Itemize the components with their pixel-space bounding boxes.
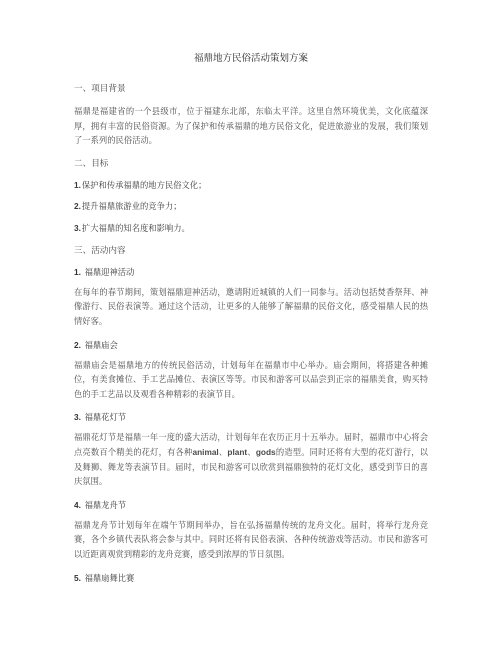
activity-title bbox=[74, 499, 428, 511]
activity-body-text: 的造型。同时还将有大型的花灯游行，以及舞狮、舞龙等表演节目。届时，市民和游客可以欣赏到福鼎独特的花灯文化，感受到节日的喜庆氛围。 bbox=[74, 446, 428, 487]
activity-title bbox=[74, 339, 428, 351]
activity-body bbox=[74, 430, 428, 488]
section-body-background: 福鼎是福建省的一个县级市，位于福建东北部，东临太平洋。这里自然环境优美，文化底蕴深厚，拥有丰富的民俗资源。为了保护和传承福鼎的地方民俗文化，促进旅游业的发展，我们策划了一系列的民俗活动。 bbox=[74, 106, 428, 146]
goal-text: 提升福鼎旅游业的竞争力； bbox=[81, 201, 182, 212]
activity-number: 5. bbox=[74, 572, 81, 583]
activity-number: 3. bbox=[74, 412, 81, 423]
goal-item bbox=[74, 200, 428, 212]
activity-number: 4. bbox=[74, 499, 81, 510]
activity-title-text: 福鼎迎神活动 bbox=[84, 266, 135, 277]
activity-body: 福鼎庙会是福鼎地方的传统民俗活动，计划每年在福鼎市中心举办。庙会期间，将搭建各种摊位，有美食摊位、手工艺品摊位、表演区等等。市民和游客可以品尝到正宗的福鼎美食，购买特色的手工艺品以及观看各种精彩的表演节目。 bbox=[74, 359, 428, 399]
activity-number: 2. bbox=[74, 339, 81, 350]
activity-body-latin: animal bbox=[192, 446, 219, 457]
document-title: 福鼎地方民俗活动策划方案 bbox=[193, 53, 308, 64]
goal-text: 扩大福鼎的知名度和影响力。 bbox=[81, 222, 190, 233]
goal-number: 2. bbox=[74, 201, 81, 212]
activity-body-latin: gods bbox=[255, 446, 276, 457]
activity-body: 在每年的春节期间，策划福鼎迎神活动，邀请附近城镇的人们一同参与。活动包括焚香祭拜、神像游行、民俗表演等。通过这个活动，让更多的人能够了解福鼎的民俗文化，感受福鼎人民的热情好客。 bbox=[74, 286, 428, 326]
activity-number: 1. bbox=[74, 266, 81, 277]
activity-title-text: 福鼎花灯节 bbox=[84, 412, 127, 423]
activity-title bbox=[74, 572, 428, 584]
goal-item bbox=[74, 222, 428, 234]
activity-body-sep: 、 bbox=[218, 446, 228, 457]
activity-body-latin: plant bbox=[227, 446, 248, 457]
activity-title-text: 福鼎扇舞比赛 bbox=[84, 572, 135, 583]
goal-text: 保护和传承福鼎的地方民俗文化； bbox=[81, 179, 207, 190]
activity-body-text: 福鼎花灯节是福鼎一年一度的盛大活动，计划每年在农历正月十五举办。届时，福鼎市中心将会点亮数百个精美的花灯，有各种 bbox=[74, 432, 428, 457]
activity-body-sep: 、 bbox=[247, 446, 256, 457]
activity-title-text: 福鼎庙会 bbox=[84, 339, 118, 350]
goal-number: 3. bbox=[74, 222, 81, 233]
activity-title bbox=[74, 411, 428, 423]
section-heading-activities: 三、活动内容 bbox=[74, 245, 126, 256]
goal-number: 1. bbox=[74, 179, 81, 190]
section-heading-goals: 二、目标 bbox=[74, 158, 109, 169]
section-heading-background: 一、项目背景 bbox=[74, 84, 126, 94]
activity-title-text: 福鼎龙舟节 bbox=[84, 499, 127, 510]
activity-body: 福鼎龙舟节计划每年在端午节期间举办，旨在弘扬福鼎传统的龙舟文化。届时，将举行龙舟竞赛，各个乡镇代表队将会参与其中。同时还将有民俗表演、各种传统游戏等活动。市民和游客可以近距离观赏到精彩的龙舟竞赛，感受到浓厚的节日氛围。 bbox=[74, 519, 428, 559]
activity-title bbox=[74, 266, 428, 278]
goal-item bbox=[74, 179, 428, 191]
